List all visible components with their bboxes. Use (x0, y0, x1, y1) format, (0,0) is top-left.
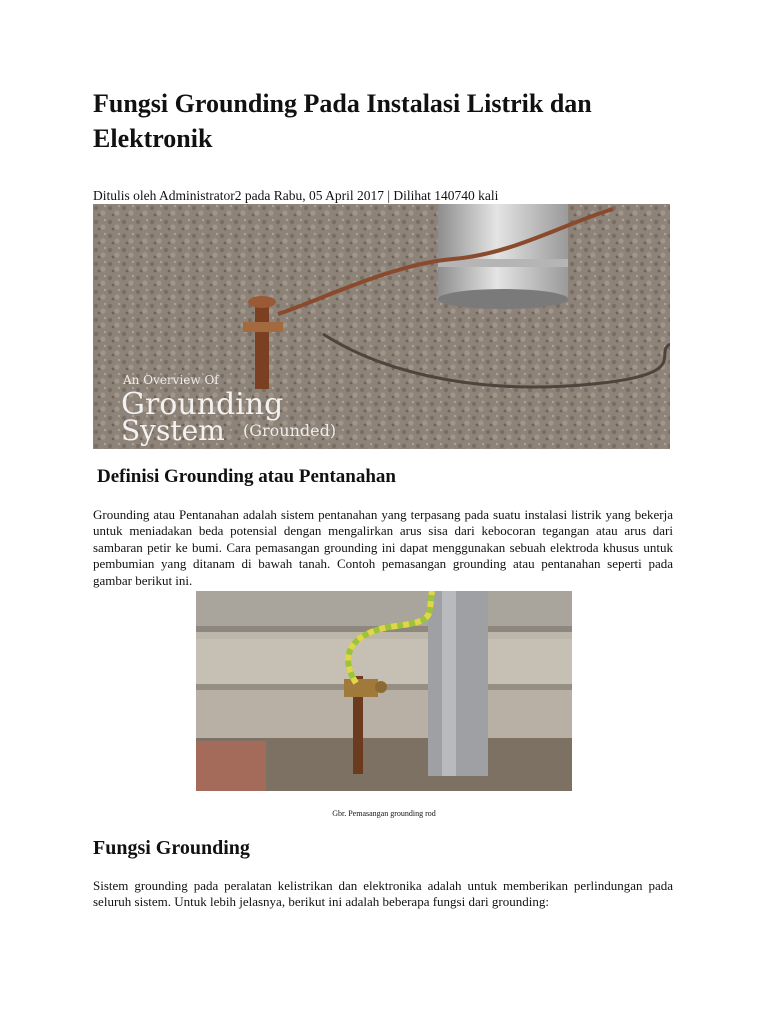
section-heading-fungsi: Fungsi Grounding (93, 837, 250, 859)
article-title: Fungsi Grounding Pada Instalasi Listrik dan Elektronik (93, 89, 592, 153)
grounding-rod-photo (196, 591, 572, 791)
hero-caption-line3: System (121, 414, 225, 447)
section-heading-definisi: Definisi Grounding atau Pentanahan (97, 466, 396, 487)
hero-caption-line2: Grounding (121, 387, 284, 422)
section-paragraph-definisi: Grounding atau Pentanahan adalah sistem pentanahan yang terpasang pada suatu instalasi listrik yang bekerja untuk meniadakan beda potensial dengan mengalirkan arus sisa dari kebocoran tegangan atau arus dari sambaran petir ke bumi. Cara pemasangan grounding ini dapat menggunakan sebuah elektroda khusus untuk pembumian yang ditanam di bawah tanah. Contoh pemasangan grounding atau pentanahan seperti pada gambar berikut ini. (93, 507, 673, 588)
section-paragraph-fungsi: Sistem grounding pada peralatan kelistrikan dan elektronika adalah untuk memberikan perlindungan pada seluruh sistem. Untuk lebih jelasnya, berikut ini adalah beberapa fungsi dari grounding: (93, 878, 673, 910)
article-meta: Ditulis oleh Administrator2 pada Rabu, 05 April 2017 | Dilihat 140740 kali (93, 188, 499, 203)
photo-caption: Gbr. Pemasangan grounding rod (332, 809, 436, 818)
hero-caption-line1: An Overview Of (123, 373, 219, 387)
hero-caption-line3-suffix: (Grounded) (243, 421, 337, 440)
hero-image (93, 204, 670, 449)
